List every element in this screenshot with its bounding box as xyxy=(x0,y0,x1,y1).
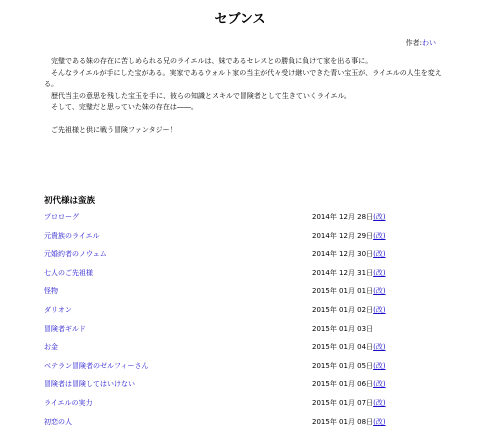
chapter-date xyxy=(312,248,386,260)
chapter-date xyxy=(312,211,386,223)
chapter-link[interactable]: ベテラン冒険者のゼルフィーさん xyxy=(44,361,149,370)
revision-mark[interactable]: (改) xyxy=(373,287,386,296)
chapter-link[interactable]: 元貴族のライエル xyxy=(44,231,100,240)
chapter-date-text: 2015年 01月 01日 xyxy=(312,287,374,296)
chapter-link[interactable]: 冒険者ギルド xyxy=(44,324,86,333)
chapter-item xyxy=(44,360,436,379)
author-line xyxy=(406,38,436,48)
chapter-date-text: 2015年 01月 08日 xyxy=(312,417,374,426)
chapter-link[interactable]: ダリオン xyxy=(44,305,72,314)
chapter-date-text: 2015年 01月 05日 xyxy=(312,361,374,370)
revision-mark[interactable]: (改) xyxy=(373,380,386,389)
revision-mark[interactable]: (改) xyxy=(373,268,386,277)
chapter-list xyxy=(44,211,436,434)
chapter-item xyxy=(44,416,436,434)
chapter-date xyxy=(312,230,386,242)
revision-mark[interactable]: (改) xyxy=(373,213,386,221)
chapter-link[interactable]: 冒険者は冒険してはいけない xyxy=(44,380,135,389)
author-prefix: 作者: xyxy=(405,39,422,47)
author-link[interactable]: わい xyxy=(422,39,436,47)
chapter-link[interactable]: 怪物 xyxy=(44,287,58,296)
chapter-date xyxy=(312,341,386,353)
revision-mark[interactable]: (改) xyxy=(373,398,386,407)
chapter-link[interactable]: プロローグ xyxy=(44,213,79,221)
chapter-item xyxy=(44,323,436,342)
revision-mark[interactable]: (改) xyxy=(373,250,386,259)
chapter-item xyxy=(44,304,436,323)
chapter-date-text: 2015年 01月 07日 xyxy=(312,398,374,407)
chapter-item xyxy=(44,397,436,416)
chapter-date-text: 2014年 12月 29日 xyxy=(312,231,374,240)
chapter-item xyxy=(44,341,436,360)
revision-mark[interactable]: (改) xyxy=(373,305,386,314)
chapter-date xyxy=(312,378,386,390)
chapter-date xyxy=(312,360,386,372)
chapter-link[interactable]: 初恋の人 xyxy=(44,417,72,426)
chapter-date-text: 2015年 01月 04日 xyxy=(312,343,374,352)
chapter-item xyxy=(44,248,436,267)
chapter-heading: 初代様は蛮族 xyxy=(44,196,96,206)
chapter-date xyxy=(312,416,386,428)
chapter-item xyxy=(44,267,436,286)
chapter-date xyxy=(312,267,386,279)
chapter-date xyxy=(312,397,386,409)
synopsis: 完璧である妹の存在に苦しめられる兄のライエルは、妹であるセレスとの勝負に負けて家を出る事に。 そんなライエルが手にした宝がある。実家であるウォルト家の当主が代々受け継いできた青い宝玉が、ライエルの人生を変える。 歴代当主の意思を残した宝玉を手に、彼らの知識とスキルで冒険者として生きていくライエル。 そして、完璧だと思っていた妹の存在は――。 ご先祖様と供に戦う冒険ファンタジー！ xyxy=(44,57,442,134)
chapter-date xyxy=(312,323,373,335)
revision-mark[interactable]: (改) xyxy=(373,361,386,370)
chapter-link[interactable]: お金 xyxy=(44,343,58,352)
chapter-date-text: 2015年 01月 03日 xyxy=(312,324,374,333)
chapter-date xyxy=(312,304,386,316)
chapter-date-text: 2015年 01月 06日 xyxy=(312,380,374,389)
chapter-link[interactable]: 元婚約者のノウェム xyxy=(44,250,107,259)
chapter-item xyxy=(44,285,436,304)
chapter-link[interactable]: ライエルの実力 xyxy=(44,398,93,407)
chapter-item xyxy=(44,378,436,397)
chapter-date-text: 2014年 12月 30日 xyxy=(312,250,374,259)
revision-mark[interactable]: (改) xyxy=(373,231,386,240)
novel-title: セブンス xyxy=(214,12,266,27)
revision-mark[interactable]: (改) xyxy=(373,343,386,352)
revision-mark[interactable]: (改) xyxy=(373,417,386,426)
chapter-date-text: 2014年 12月 28日 xyxy=(312,213,374,221)
chapter-date-text: 2015年 01月 02日 xyxy=(312,305,374,314)
chapter-item xyxy=(44,211,436,230)
chapter-date-text: 2014年 12月 31日 xyxy=(312,268,374,277)
chapter-link[interactable]: 七人のご先祖様 xyxy=(44,268,93,277)
chapter-date xyxy=(312,285,386,297)
chapter-item xyxy=(44,230,436,249)
